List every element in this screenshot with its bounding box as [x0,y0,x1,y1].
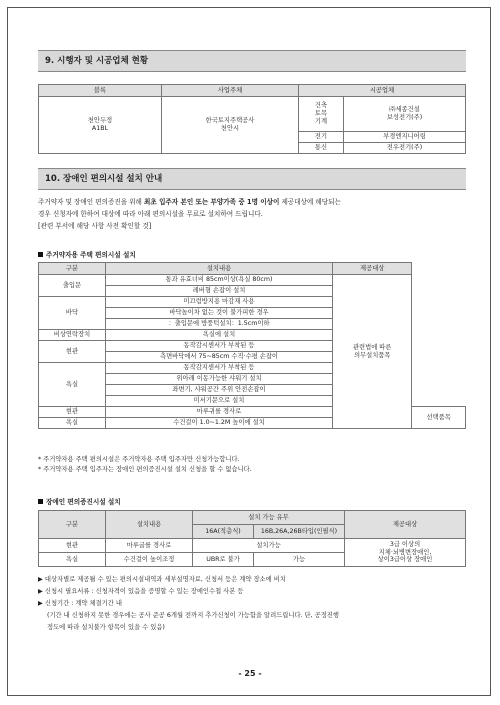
t1-cat: 욕실 [39,418,106,429]
block-cell [39,97,162,154]
senior-housing-table [38,262,466,429]
bullet-continuation: 정도에 따라 설치불가 항목이 있을 수 있음) [47,624,165,631]
table1-title [38,249,136,259]
intro-line [38,196,468,208]
triangle-bullet-icon: ▶ [38,576,43,583]
target-line: 관련법에 따른 [352,343,392,351]
type-line: 건축 [314,102,328,110]
t1-item: ：출입문에 방풍턱설치：1.5cm이하 [106,319,333,330]
triangle-bullet-icon: ▶ [38,600,43,607]
intro-text: 주거약자 및 장애인 편의증진을 위해 [38,198,145,206]
t1-target-mandatory [333,275,412,429]
contractor-table [38,84,466,154]
t1-item: 동작감지센서가 부착된 등 [106,363,333,374]
t1-item: 레버형 손잡이 설치 [106,286,333,297]
t1-cat: 현관 [39,341,106,363]
t1-item: 좌변기, 샤워공간 주위 안전손잡이 [106,385,333,396]
t1-item: 통과 유효너비 85cm이상(욕실 80cm) [106,275,333,286]
bullet-item [38,598,466,610]
intro-text: 제공대상에 해당되는 [279,198,341,206]
bullet-text: 신청시 필요서류 : 신청자격이 있음을 증명할 수 있는 장애인수첩 사본 등 [44,588,244,595]
block-name: 천안두정 [87,117,113,125]
square-bullet-icon [38,499,43,504]
disability-facility-table [38,510,466,567]
intro-bold: 최초 입주자 본인 또는 부양가족 중 1명 이상이 [144,198,280,206]
bullet-text: 대상자별로 제공될 수 있는 편의시설내역과 세부설명자료, 신청서 등은 계약 장소에 비치 [44,576,286,583]
t1-item: 미서기문으로 설치 [106,396,333,407]
block-code: A1BL [91,125,109,132]
header-developer: 사업주체 [162,85,299,97]
t2-header-avail: 설치 가능 유무 [193,511,345,525]
t2-avail-infill: 가능 [254,553,345,567]
t2-content: 마루굽를 경사로 [106,539,193,553]
t1-target-optional: 선택품목 [412,407,466,429]
contractor-name: 전우전기(주) [344,143,466,154]
t2-header-target: 제공대상 [345,511,466,539]
t2-avail-16a: UBR로 불가 [193,553,254,567]
t2-content: 수건걸이 높이조정 [106,553,193,567]
t1-item: 미끄럼방지용 마감재 사용 [106,297,333,308]
contractor-type [299,97,344,132]
t1-cat: 바닥 [39,297,106,330]
section9-title: 9. 시행자 및 시공업체 현황 [38,50,466,72]
t1-item: 마루귀를 경사로 [106,407,333,418]
table2-title-text: 장애인 편의증진시설 설치 [46,498,121,506]
t2-header-content: 설치내용 [106,511,193,539]
t1-header-target: 제공대상 [333,263,412,275]
type-line: 토목 [314,110,328,118]
developer-city: 천안시 [220,125,240,132]
t1-cat: 출입문 [39,275,106,297]
target-line: 지체·뇌병변장애인, [378,548,432,556]
t2-sub-infill: 16B,26A,26B타입(인필식) [254,525,345,539]
t1-item: 동작감시센서가 부착된 등 [106,341,333,352]
contractor-name [344,97,466,132]
bullet-text: 신청기간 : 계약 체결기간 내 [44,600,122,607]
t1-cat: 비상연락장치 [39,330,106,341]
t1-item: 수건걸이 1.0~1.2M 높이에 설치 [106,418,333,429]
contractor-type: 전기 [299,132,344,143]
t2-target [345,539,466,567]
note-line: * 주거약자용 주택 입주자는 장애인 편의증진시설 설치 신청을 할 수 없습니다. [38,466,252,473]
target-line: 의무설치품목 [353,351,391,359]
t2-cat: 욕실 [39,553,106,567]
t1-cat: 현관 [39,407,106,418]
t1-item: 위아래 이동가능한 샤워기 설치 [106,374,333,385]
t1-header-cat: 구분 [39,263,106,275]
intro-line: 경우 신청자에 한하여 대상에 따라 아래 편의시설을 무료로 설치하여 드립니다. [38,210,263,218]
developer-name: 한국토지주택공사 [205,117,255,125]
note-line: * 주거약자용 주택 편의시설은 주거약자용 주택 입주자만 신청가능합니다. [38,456,240,463]
page-number: - 25 - [238,669,262,678]
table1-title-text: 주거약자용 주택 편의시설 설치 [46,251,136,259]
bullet-continuation: (기간 내 신청하지 못한 경우에는 공사 준공 6개월 전까지 추가신청이 가능함을 알려드립니다. 단, 공정진행 [47,612,339,619]
intro-line: [관련 부서에 해당 사항 사전 확인할 것] [38,222,152,230]
type-line: 기계 [314,117,328,125]
t2-avail: 설치가능 [193,539,345,553]
t2-sub-16a: 16A(적층식) [193,525,254,539]
name-line: 보성전기(주) [386,114,423,121]
bullet-list [38,574,466,634]
developer-cell [162,97,299,154]
t1-cat: 욕실 [39,363,106,407]
intro-paragraph [38,196,468,232]
table1-notes [38,455,252,475]
table2-title [38,496,121,506]
t2-header-cat: 구분 [39,511,106,539]
section10-title: 10. 장애인 편의시설 설치 안내 [38,168,466,190]
bullet-item [38,586,466,598]
bullet-item [38,574,466,586]
triangle-bullet-icon: ▶ [38,588,43,595]
t1-item: 측면바닥에서 75~85cm 수직·수평 손잡이 [106,352,333,363]
contractor-type: 통신 [299,143,344,154]
contractor-name: 부경엔지니어링 [344,132,466,143]
t1-header-content: 설치내용 [106,263,333,275]
header-block: 블록 [39,85,162,97]
target-line: 3급 이상의 [389,540,421,548]
target-line: 상이3급이상 장애인 [377,556,433,564]
t1-item: 바닥높이차 없는 것이 불가피한 경우 [106,308,333,319]
header-contractor: 시공업체 [299,85,466,97]
name-line: ㈜세종건설 [389,106,420,114]
square-bullet-icon [38,252,43,257]
t2-cat: 현관 [39,539,106,553]
t1-item: 욕실에 설치 [106,330,333,341]
